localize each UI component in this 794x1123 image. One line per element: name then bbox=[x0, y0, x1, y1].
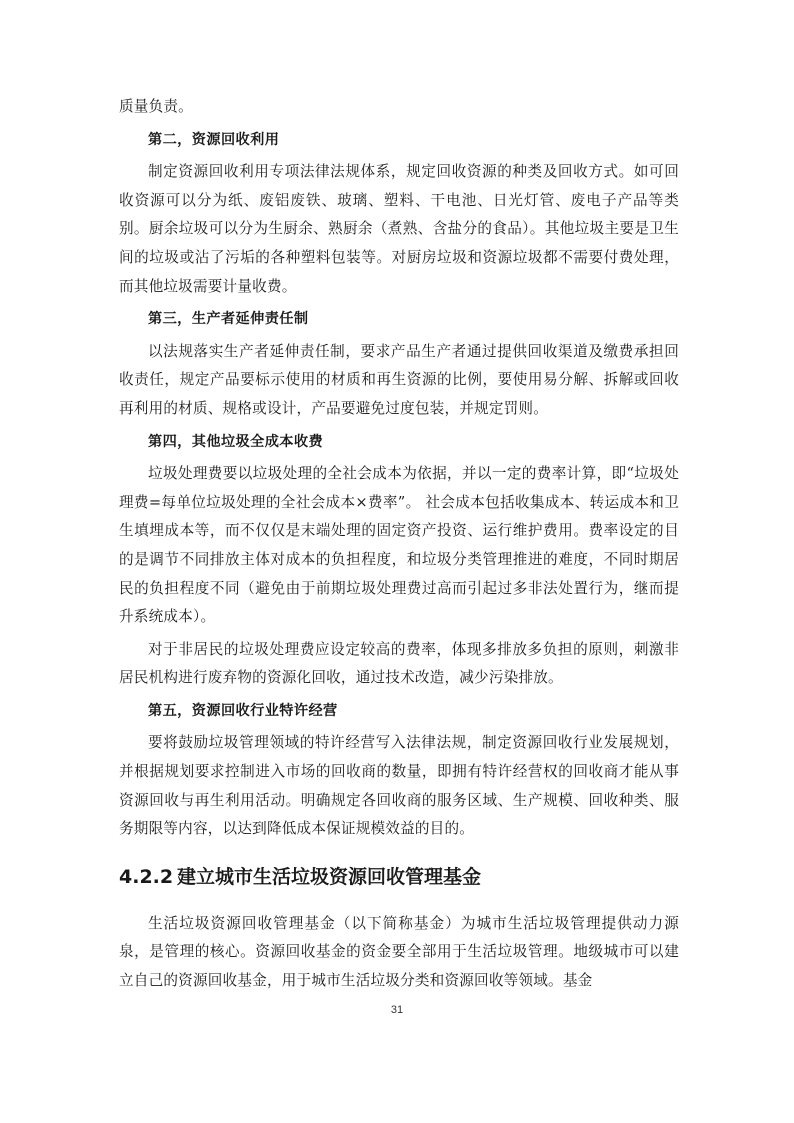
paragraph-non-resident-fees: 对于非居民的垃圾处理费应设定较高的费率，体现多排放多负担的原则，刺激非居民机构进行废弃物的资源化回收，通过技术改造，减少污染排放。 bbox=[119, 640, 679, 687]
subheading-producer-responsibility: 第三，生产者延伸责任制 bbox=[148, 311, 309, 328]
paragraph-resource-recycling: 制定资源回收利用专项法律法规体系，规定回收资源的种类及回收方式。如可回收资源可以分为纸、废铝废铁、玻璃、塑料、干电池、日光灯管、废电子产品等类别。厨余垃圾可以分为生厨余、熟厨余（煮熟、含盐分的食品）。其他垃圾主要是卫生间的垃圾或沾了污垢的各种塑料包装等。对厨房垃圾和资源垃圾都不需要付费处理，而其他垃圾需要计量收费。 bbox=[119, 163, 679, 295]
paragraph-producer-responsibility: 以法规落实生产者延伸责任制，要求产品生产者通过提供回收渠道及缴费承担回收责任，规定产品要标示使用的材质和再生资源的比例，要使用易分解、拆解或回收再利用的材质、规格或设计，产品要避免过度包装，并规定罚则。 bbox=[119, 342, 679, 417]
section-number: 4.2.2 bbox=[119, 865, 174, 888]
subheading-franchise-operation: 第五，资源回收行业特许经营 bbox=[148, 702, 338, 719]
section-title: 建立城市生活垃圾资源回收管理基金 bbox=[177, 865, 482, 888]
paragraph-full-cost-charging: 垃圾处理费要以垃圾处理的全社会成本为依据，并以一定的费率计算，即“垃圾处理费=每单位垃圾处理的全社会成本×费率”。 社会成本包括收集成本、转运成本和卫生填埋成本等，而不仅仅是末端处理的固定资产投资、运行维护费用。费率设定的目的是调节不同排放主体对成本的负担程度，和垃圾分类管理推进的难度，不同时期居民的负担程度不同（避免由于前期垃圾处理费过高而引起过多非法处置行为，继而提升系统成本）。 bbox=[119, 465, 679, 626]
page-body bbox=[119, 93, 679, 1000]
paragraph-intro-tail: 质量负责。 bbox=[119, 98, 193, 115]
subheading-resource-recycling: 第二，资源回收利用 bbox=[148, 131, 280, 148]
paragraph-fund-intro: 生活垃圾资源回收管理基金（以下简称基金）为城市生活垃圾管理提供动力源泉，是管理的核心。资源回收基金的资金要全部用于生活垃圾管理。地级城市可以建立自己的资源回收基金，用于城市生活垃圾分类和资源回收等领域。基金 bbox=[119, 914, 679, 990]
section-heading bbox=[119, 862, 679, 892]
subheading-full-cost-charging: 第四，其他垃圾全成本收费 bbox=[148, 433, 324, 450]
page-number: 31 bbox=[390, 1004, 404, 1016]
paragraph-franchise-operation: 要将鼓励垃圾管理领域的特许经营写入法律法规，制定资源回收行业发展规划，并根据规划要求控制进入市场的回收商的数量，即拥有特许经营权的回收商才能从事资源回收与再生利用活动。明确规定各回收商的服务区域、生产规模、回收种类、服务期限等内容，以达到降低成本保证规模效益的目的。 bbox=[119, 734, 679, 838]
